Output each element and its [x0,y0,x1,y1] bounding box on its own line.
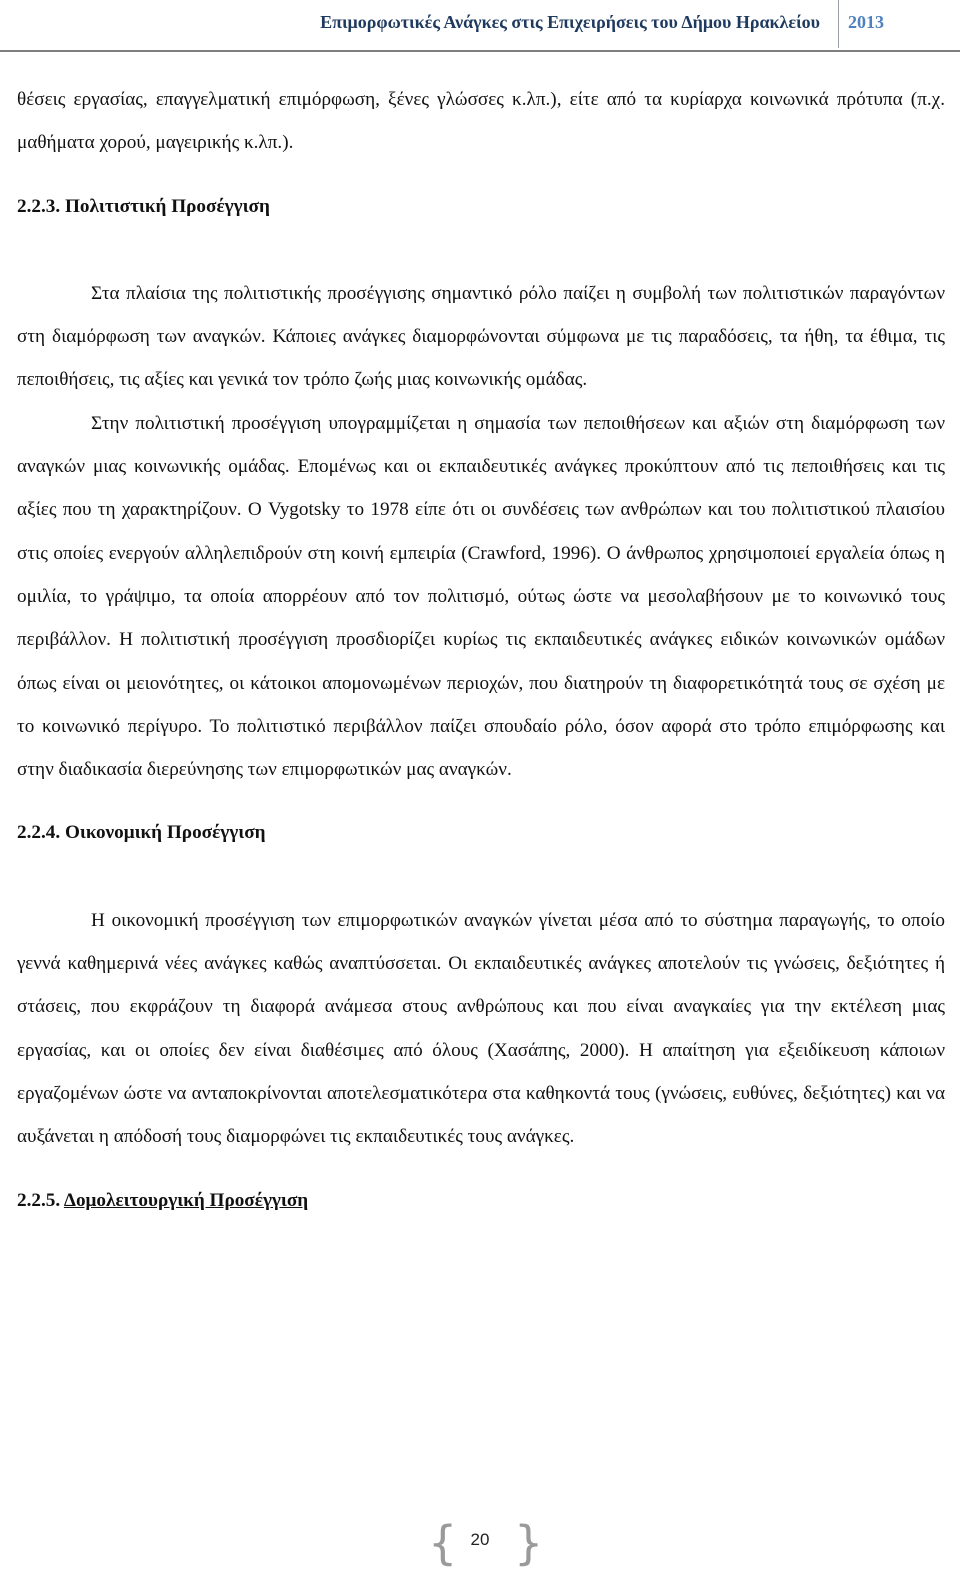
section-heading-2-2-3: 2.2.3. Πολιτιστική Προσέγγιση [17,195,270,217]
page-footer [0,1516,960,1585]
section-number: 2.2.5. [17,1189,61,1211]
section-title: Δομολειτουργική Προσέγγιση [63,1189,309,1211]
header-rule [0,50,960,52]
left-brace-icon: { [428,1516,458,1570]
continuation-paragraph: θέσεις εργασίας, επαγγελματική επιμόρφωση, ξένες γλώσσες κ.λπ.), είτε από τα κυρίαρχα κοινωνικά πρότυπα (π.χ. μαθήματα χορού, μαγειρικής κ.λπ.). [17,89,945,154]
cultural-approach-paragraph-2: Στην πολιτιστική προσέγγιση υπογραμμίζεται η σημασία των πεποιθήσεων και αξιών στη διαμόρφωση των αναγκών μιας κοινωνικής ομάδας. Επομένως και οι εκπαιδευτικές ανάγκες προκύπτουν από τις πεποιθήσεις και τις αξίες που τη χαρακτηρίζουν. Ο Vygotsky το 1978 είπε ότι οι συνδέσεις των ανθρώπων και του πολιτιστικού πλαισίου στις οποίες ενεργούν αλληλεπιδρούν στη κοινή εμπειρία (Crawford, 1996). Ο άνθρωπος χρησιμοποιεί εργαλεία όπως η ομιλία, το γράψιμο, τα οποία απορρέουν από τον πολιτισμό, ούτως ώστε να μεσολαβήσουν με το κοινωνικό τους περιβάλλον. Η πολιτιστική προσέγγιση προσδιορίζει κυρίως τις εκπαιδευτικές ανάγκες ειδικών κοινωνικών ομάδων όπως είναι οι μειονότητες, οι κάτοικοι απομονωμένων περιοχών, που διατηρούν τη διαφορετικότητά τους σε σχέση με το κοινωνικό περίγυρο. Το πολιτιστικό περιβάλλον παίζει σπουδαίο ρόλο, όσον αφορά στο τρόπο επιμόρφωσης και στην διαδικασία διερεύνησης των επιμορφωτικών μας αναγκών. [17,412,945,781]
right-brace-icon: } [514,1516,544,1570]
cultural-approach-paragraph-1: Στα πλαίσια της πολιτιστικής προσέγγισης σημαντικό ρόλο παίζει η συμβολή των πολιτιστικών παραγόντων στη διαμόρφωση των αναγκών. Κάποιες ανάγκες διαμορφώνονται σύμφωνα με τις παραδόσεις, τα ήθη, τα έθιμα, τις πεποιθήσεις, τις αξίες και γενικά τον τρόπο ζωής μιας κοινωνικής ομάδας. [17,282,945,391]
economic-approach-paragraph: Η οικονομική προσέγγιση των επιμορφωτικών αναγκών γίνεται μέσα από το σύστημα παραγωγής, το οποίο γεννά καθημερινά νέες ανάγκες καθώς αναπτύσσεται. Οι εκπαιδευτικές ανάγκες αποτελούν τις γνώσεις, δεξιότητες ή στάσεις, που εκφράζουν τη διαφορά ανάμεσα στους ανθρώπους και που είναι αναγκαίες για την εκτέλεση μιας εργασίας, και οι οποίες δεν είναι διαθέσιμες από όλους (Χασάπης, 2000). Η απαίτηση για εξειδίκευση κάποιων εργαζομένων ώστε να ανταποκρίνονται αποτελεσματικότερα στα καθηκοντά τους (γνώσεις, ευθύνες, δεξιότητες) και να αυξάνεται η απόδοσή τους διαμορφώνει τις εκπαιδευτικές τους ανάγκες. [17,909,945,1148]
header-divider [838,0,839,48]
page-header [0,0,960,52]
section-heading-2-2-4: 2.2.4. Οικονομική Προσέγγιση [17,822,266,844]
header-title: Επιμορφωτικές Ανάγκες στις Επιχειρήσεις του Δήμου Ηρακλείου [320,12,820,32]
header-year: 2013 [848,12,884,32]
page-number: 20 [470,1530,490,1549]
page-body [17,78,945,1222]
section-heading-2-2-5 [17,1179,945,1222]
